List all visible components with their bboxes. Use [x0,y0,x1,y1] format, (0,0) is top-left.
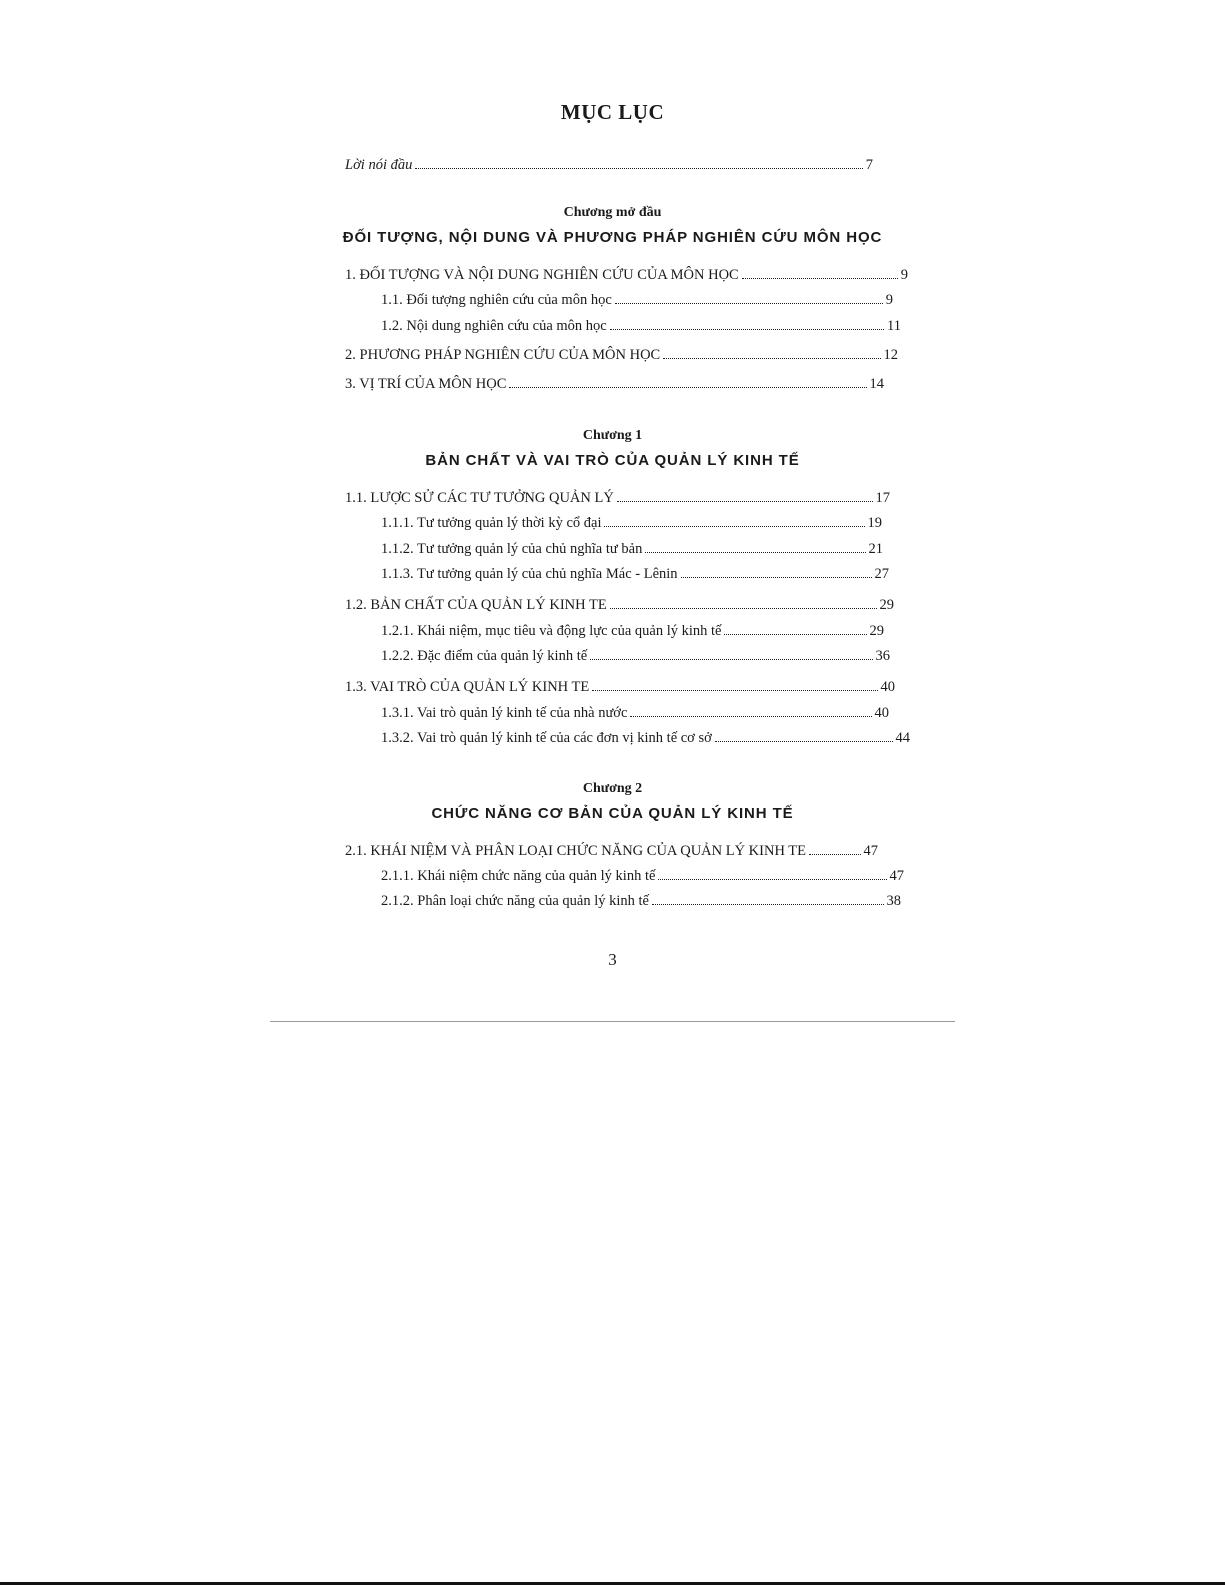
toc-entry-label: 1.3. VAI TRÒ CỦA QUẢN LÝ KINH TE [345,679,590,695]
toc-entry-label: 1.1.1. Tư tưởng quản lý thời kỳ cổ đại [381,515,602,531]
toc-entry-page: 29 [879,597,894,613]
toc-entry-page: 12 [883,347,898,363]
dot-leader [652,904,884,905]
toc-entry-page: 40 [880,679,895,695]
toc-entry-page: 19 [867,515,882,531]
chapter-label: Chương mở đầu [563,205,662,220]
dot-leader [809,854,860,855]
dot-leader [630,716,871,717]
chapter-title: ĐỐI TƯỢNG, NỘI DUNG VÀ PHƯƠNG PHÁP NGHIÊN CỨU MÔN HỌC [342,229,883,246]
chapter-title: BẢN CHẤT VÀ VAI TRÒ CỦA QUẢN LÝ KINH TẾ [425,452,800,469]
toc-entry [345,843,878,860]
dot-leader [610,329,884,330]
toc-entry-label: 1.3.1. Vai trò quản lý kinh tế của nhà nước [381,705,628,721]
toc-entry-label: 2. PHƯƠNG PHÁP NGHIÊN CỨU CỦA MÔN HỌC [345,347,661,363]
toc-entry [381,541,883,558]
toc-entry [345,679,895,696]
toc-entry-label: 1.2. Nội dung nghiên cứu của môn học [381,318,607,334]
toc-entry-page: 9 [885,292,893,308]
toc-entry-page: 38 [886,893,901,909]
dot-leader [645,552,865,553]
toc-entry [381,318,901,335]
toc-entry-page: 47 [889,868,904,884]
toc-entry [381,730,910,747]
toc-entry-label: 2.1. KHÁI NIỆM VÀ PHÂN LOẠI CHỨC NĂNG CỦA QUẢN LÝ KINH TE [345,843,807,859]
toc-entry-label: 1. ĐỐI TƯỢNG VÀ NỘI DUNG NGHIÊN CỨU CỦA MÔN HỌC [345,267,739,283]
dot-leader [592,690,877,691]
toc-entry-page: 47 [863,843,878,859]
dot-leader [590,659,872,660]
toc-entry [345,267,908,284]
chapter-title: CHỨC NĂNG CƠ BẢN CỦA QUẢN LÝ KINH TẾ [431,805,794,822]
toc-entry-label: 1.1.3. Tư tưởng quản lý của chủ nghĩa Mác - Lênin [381,566,678,582]
dot-leader [604,526,864,527]
toc-entry-page: 7 [865,157,873,173]
toc-entry [381,648,890,665]
toc-entry-page: 40 [874,705,889,721]
toc-entry-page: 21 [868,541,883,557]
toc-entry [381,893,901,910]
toc-entry-label: 2.1.1. Khái niệm chức năng của quản lý kinh tế [381,868,656,884]
chapter-label: Chương 1 [582,428,643,443]
toc-entry [345,597,894,614]
toc-entry-label: Lời nói đầu [345,157,413,173]
dot-leader [617,501,873,502]
dot-leader [663,358,880,359]
page-title: MỤC LỤC [560,100,665,124]
toc-entry-label: 1.2.2. Đặc điểm của quản lý kinh tế [381,648,588,664]
toc-entry-label: 2.1.2. Phân loại chức năng của quản lý kinh tế [381,893,649,909]
toc-entry [381,515,882,532]
toc-entry-label: 1.3.2. Vai trò quản lý kinh tế của các đơn vị kinh tế cơ sở [381,730,712,746]
toc-entry-label: 1.2.1. Khái niệm, mục tiêu và động lực của quản lý kinh tế [381,623,722,639]
dot-leader [742,278,898,279]
dot-leader [509,387,866,388]
dot-leader [681,577,872,578]
dot-leader [715,741,893,742]
dot-leader [610,608,877,609]
toc-entry-label: 3. VỊ TRÍ CỦA MÔN HỌC [345,376,507,392]
toc-entry-page: 17 [875,490,890,506]
toc-entry-label: 1.1. LƯỢC SỬ CÁC TƯ TƯỞNG QUẢN LÝ [345,490,614,506]
page-divider [270,1021,955,1022]
chapter-label: Chương 2 [582,781,643,796]
toc-entry-page: 9 [900,267,908,283]
toc-entry-preface [345,157,873,174]
page-number: 3 [608,950,617,969]
toc-entry-label: 1.2. BẢN CHẤT CỦA QUẢN LÝ KINH TE [345,597,607,613]
toc-entry [381,292,893,309]
toc-entry [381,705,889,722]
toc-entry-page: 36 [875,648,890,664]
toc-entry [345,490,890,507]
dot-leader [615,303,883,304]
toc-entry-page: 14 [869,376,884,392]
toc-entry [381,623,884,640]
toc-entry-page: 27 [874,566,889,582]
dot-leader [658,879,886,880]
toc-entry [381,566,889,583]
toc-entry-page: 11 [887,318,901,334]
toc-entry-page: 29 [869,623,884,639]
toc-entry-label: 1.1. Đối tượng nghiên cứu của môn học [381,292,612,308]
toc-entry [381,868,904,885]
toc-entry-page: 44 [895,730,910,746]
toc-entry-label: 1.1.2. Tư tưởng quản lý của chủ nghĩa tư bản [381,541,643,557]
toc-entry [345,347,898,364]
toc-entry [345,376,884,393]
dot-leader [415,168,862,169]
dot-leader [724,634,866,635]
